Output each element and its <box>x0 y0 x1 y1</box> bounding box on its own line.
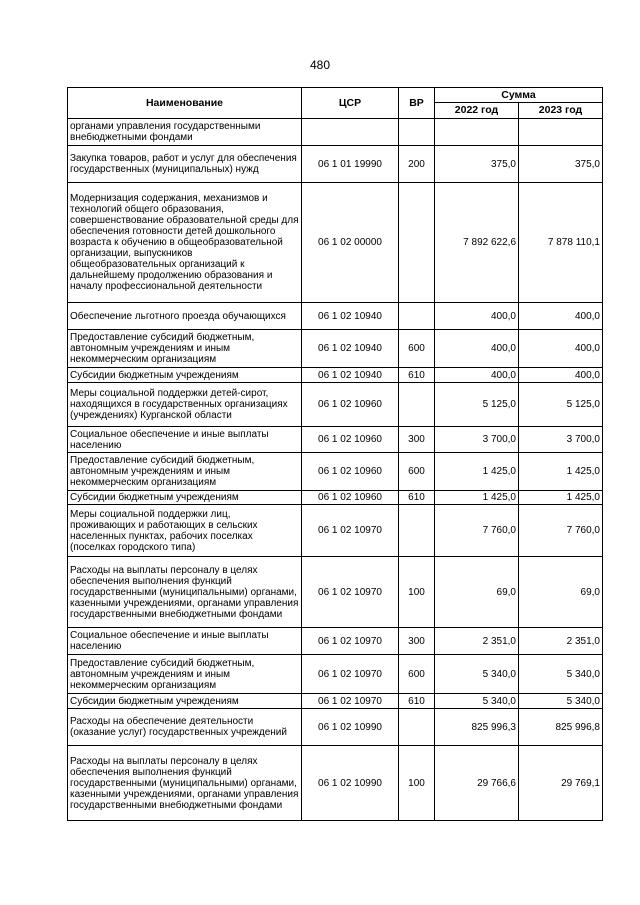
row-sum-2022: 5 340,0 <box>435 694 519 709</box>
row-sum-2022: 375,0 <box>435 146 519 183</box>
row-name: Предоставление субсидий бюджетным, автономным учреждениям и иным некоммерческим организациям <box>68 655 302 694</box>
row-sum-2022: 3 700,0 <box>435 427 519 453</box>
row-csr: 06 1 02 10970 <box>302 655 399 694</box>
row-name: Социальное обеспечение и иные выплаты населению <box>68 427 302 453</box>
row-csr: 06 1 02 10940 <box>302 303 399 330</box>
row-vr: 610 <box>399 491 435 505</box>
row-csr: 06 1 01 19990 <box>302 146 399 183</box>
table-row <box>68 383 603 427</box>
row-sum-2023: 375,0 <box>519 146 603 183</box>
table-row <box>68 183 603 303</box>
row-sum-2023: 5 125,0 <box>519 383 603 427</box>
row-sum-2022: 400,0 <box>435 303 519 330</box>
header-year-2023: 2023 год <box>519 103 603 119</box>
row-csr: 06 1 02 10990 <box>302 746 399 821</box>
row-csr: 06 1 02 10970 <box>302 694 399 709</box>
header-csr: ЦСР <box>302 88 399 119</box>
row-sum-2023: 3 700,0 <box>519 427 603 453</box>
table-row <box>68 557 603 628</box>
table-row <box>68 746 603 821</box>
row-sum-2023: 400,0 <box>519 303 603 330</box>
row-vr <box>399 505 435 557</box>
row-sum-2023: 400,0 <box>519 330 603 368</box>
row-sum-2023: 5 340,0 <box>519 694 603 709</box>
row-vr: 610 <box>399 694 435 709</box>
row-vr <box>399 383 435 427</box>
row-sum-2022: 69,0 <box>435 557 519 628</box>
row-sum-2022: 825 996,3 <box>435 709 519 746</box>
row-vr <box>399 183 435 303</box>
row-sum-2022: 400,0 <box>435 368 519 383</box>
row-sum-2023: 7 878 110,1 <box>519 183 603 303</box>
row-csr: 06 1 02 10960 <box>302 383 399 427</box>
row-name: Меры социальной поддержки детей-сирот, находящихся в государственных организациях (учреждениях) Курганской области <box>68 383 302 427</box>
row-vr: 600 <box>399 655 435 694</box>
table-row <box>68 453 603 491</box>
table-body <box>68 119 603 821</box>
table-row <box>68 146 603 183</box>
table-row <box>68 628 603 655</box>
row-sum-2023: 7 760,0 <box>519 505 603 557</box>
row-sum-2023 <box>519 119 603 146</box>
row-sum-2023: 1 425,0 <box>519 453 603 491</box>
row-sum-2022: 400,0 <box>435 330 519 368</box>
row-vr: 100 <box>399 557 435 628</box>
header-year-2022: 2022 год <box>435 103 519 119</box>
header-vr: ВР <box>399 88 435 119</box>
row-sum-2022: 7 760,0 <box>435 505 519 557</box>
row-sum-2023: 400,0 <box>519 368 603 383</box>
table-row <box>68 655 603 694</box>
row-sum-2023: 5 340,0 <box>519 655 603 694</box>
row-csr <box>302 119 399 146</box>
table-row <box>68 709 603 746</box>
row-vr <box>399 119 435 146</box>
row-name: органами управления государственными внебюджетными фондами <box>68 119 302 146</box>
row-csr: 06 1 02 10990 <box>302 709 399 746</box>
row-name: Субсидии бюджетным учреждениям <box>68 491 302 505</box>
row-name: Закупка товаров, работ и услуг для обеспечения государственных (муниципальных) нужд <box>68 146 302 183</box>
row-vr: 200 <box>399 146 435 183</box>
row-name: Расходы на обеспечение деятельности (оказание услуг) государственных учреждений <box>68 709 302 746</box>
row-vr: 100 <box>399 746 435 821</box>
header-sum: Сумма <box>435 88 603 103</box>
table-row <box>68 330 603 368</box>
row-csr: 06 1 02 10970 <box>302 505 399 557</box>
row-csr: 06 1 02 10960 <box>302 427 399 453</box>
row-csr: 06 1 02 10940 <box>302 330 399 368</box>
row-vr <box>399 303 435 330</box>
row-sum-2022: 7 892 622,6 <box>435 183 519 303</box>
row-name: Социальное обеспечение и иные выплаты населению <box>68 628 302 655</box>
row-name: Предоставление субсидий бюджетным, автономным учреждениям и иным некоммерческим организациям <box>68 453 302 491</box>
row-name: Меры социальной поддержки лиц, проживающих и работающих в сельских населенных пунктах, рабочих поселках (поселках городского типа) <box>68 505 302 557</box>
row-sum-2023: 825 996,8 <box>519 709 603 746</box>
row-sum-2023: 69,0 <box>519 557 603 628</box>
row-sum-2022: 1 425,0 <box>435 491 519 505</box>
table-row <box>68 368 603 383</box>
table-row <box>68 427 603 453</box>
table-row <box>68 303 603 330</box>
row-name: Субсидии бюджетным учреждениям <box>68 694 302 709</box>
row-name: Субсидии бюджетным учреждениям <box>68 368 302 383</box>
table-row <box>68 119 603 146</box>
page-number: 480 <box>309 58 331 72</box>
row-sum-2022: 5 125,0 <box>435 383 519 427</box>
table-row <box>68 694 603 709</box>
row-name: Расходы на выплаты персоналу в целях обеспечения выполнения функций государственными (муниципальными) органами, казенными учреждениями, органами управления государственными внебюджетными фондами <box>68 746 302 821</box>
row-name: Предоставление субсидий бюджетным, автономным учреждениям и иным некоммерческим организациям <box>68 330 302 368</box>
budget-table <box>67 87 603 821</box>
row-vr <box>399 709 435 746</box>
row-csr: 06 1 02 00000 <box>302 183 399 303</box>
row-sum-2022: 2 351,0 <box>435 628 519 655</box>
row-sum-2023: 1 425,0 <box>519 491 603 505</box>
row-sum-2022: 29 766,6 <box>435 746 519 821</box>
row-name: Расходы на выплаты персоналу в целях обеспечения выполнения функций государственными (муниципальными) органами, казенными учреждениями, органами управления государственными внебюджетными фондами <box>68 557 302 628</box>
row-sum-2022 <box>435 119 519 146</box>
row-sum-2022: 1 425,0 <box>435 453 519 491</box>
table-row <box>68 491 603 505</box>
row-csr: 06 1 02 10960 <box>302 453 399 491</box>
row-vr: 600 <box>399 330 435 368</box>
row-csr: 06 1 02 10940 <box>302 368 399 383</box>
row-vr: 610 <box>399 368 435 383</box>
row-vr: 300 <box>399 427 435 453</box>
row-sum-2022: 5 340,0 <box>435 655 519 694</box>
row-csr: 06 1 02 10970 <box>302 557 399 628</box>
row-sum-2023: 2 351,0 <box>519 628 603 655</box>
header-name: Наименование <box>68 88 302 119</box>
row-sum-2023: 29 769,1 <box>519 746 603 821</box>
row-name: Обеспечение льготного проезда обучающихся <box>68 303 302 330</box>
table-row <box>68 505 603 557</box>
row-csr: 06 1 02 10960 <box>302 491 399 505</box>
row-vr: 300 <box>399 628 435 655</box>
row-name: Модернизация содержания, механизмов и технологий общего образования, совершенствование образовательной среды для обеспечения готовности детей дошкольного возраста к обучению в общеобразовательной организации, выпускников общеобразовательных организаций к дальнейшему продолжению образования и началу профессиональной деятельности <box>68 183 302 303</box>
row-vr: 600 <box>399 453 435 491</box>
row-csr: 06 1 02 10970 <box>302 628 399 655</box>
